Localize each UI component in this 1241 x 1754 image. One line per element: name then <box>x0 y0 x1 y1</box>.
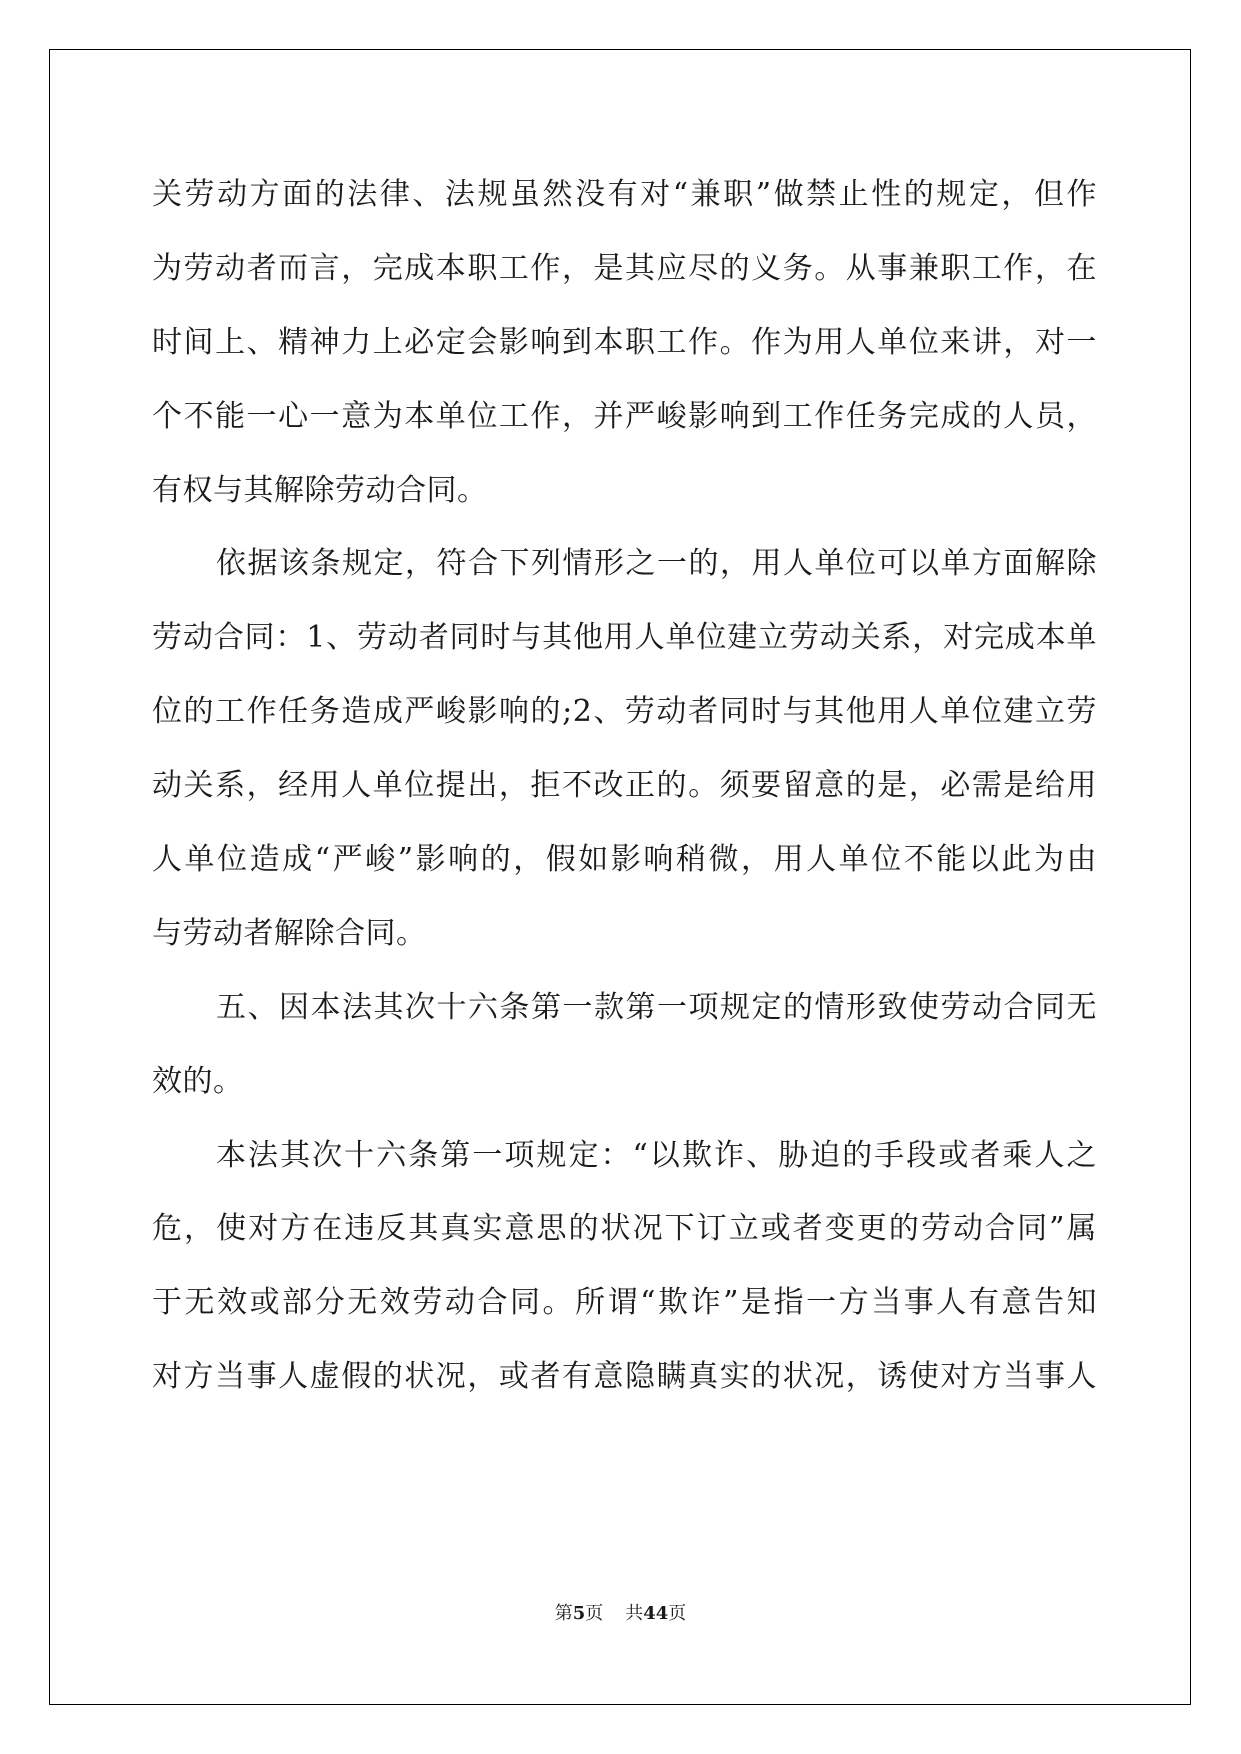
text-line: 人单位造成“严峻”影响的，假如影响稍微，用人单位不能以此为由 <box>152 842 1097 878</box>
paragraph-1 <box>152 158 1097 527</box>
text-line: 效的。 <box>152 1063 244 1099</box>
text-line: 与劳动者解除合同。 <box>152 915 427 951</box>
text-line: 关劳动方面的法律、法规虽然没有对“兼职”做禁止性的规定，但作 <box>152 177 1097 212</box>
text-line: 动关系，经用人单位提出，拒不改正的。须要留意的是，必需是给用 <box>152 768 1097 804</box>
page-number: 5 <box>572 1603 586 1624</box>
page-prefix: 第 <box>554 1603 573 1624</box>
text-line: 五、因本法其次十六条第一款第一项规定的情形致使劳动合同无 <box>216 989 1097 1025</box>
paragraph-3 <box>152 971 1097 1119</box>
text-line: 于无效或部分无效劳动合同。所谓“欺诈”是指一方当事人有意告知 <box>152 1285 1097 1321</box>
total-prefix: 共 <box>625 1603 644 1624</box>
text-line: 位的工作任务造成严峻影响的;2、劳动者同时与其他用人单位建立劳 <box>152 694 1097 730</box>
paragraph-4 <box>152 1119 1097 1415</box>
page-suffix: 页 <box>585 1603 604 1624</box>
document-body <box>152 158 1097 1414</box>
total-pages: 44 <box>643 1603 669 1624</box>
text-line: 劳动合同：1、劳动者同时与其他用人单位建立劳动关系，对完成本单 <box>152 620 1097 656</box>
text-line: 时间上、精神力上必定会影响到本职工作。作为用人单位来讲，对一 <box>152 324 1097 360</box>
text-line: 个不能一心一意为本单位工作，并严峻影响到工作任务完成的人员， <box>152 398 1097 434</box>
total-suffix: 页 <box>668 1603 687 1624</box>
text-line: 为劳动者而言，完成本职工作，是其应尽的义务。从事兼职工作，在 <box>152 250 1097 286</box>
page-footer <box>0 1599 1241 1625</box>
text-line: 危，使对方在违反其真实意思的状况下订立或者变更的劳动合同”属 <box>152 1211 1097 1247</box>
text-line: 本法其次十六条第一项规定：“以欺诈、胁迫的手段或者乘人之 <box>216 1137 1097 1173</box>
paragraph-2 <box>152 527 1097 970</box>
text-line: 有权与其解除劳动合同。 <box>152 472 488 508</box>
text-line: 依据该条规定，符合下列情形之一的，用人单位可以单方面解除 <box>216 546 1097 582</box>
text-line: 对方当事人虚假的状况，或者有意隐瞒真实的状况，诱使对方当事人 <box>152 1359 1097 1395</box>
